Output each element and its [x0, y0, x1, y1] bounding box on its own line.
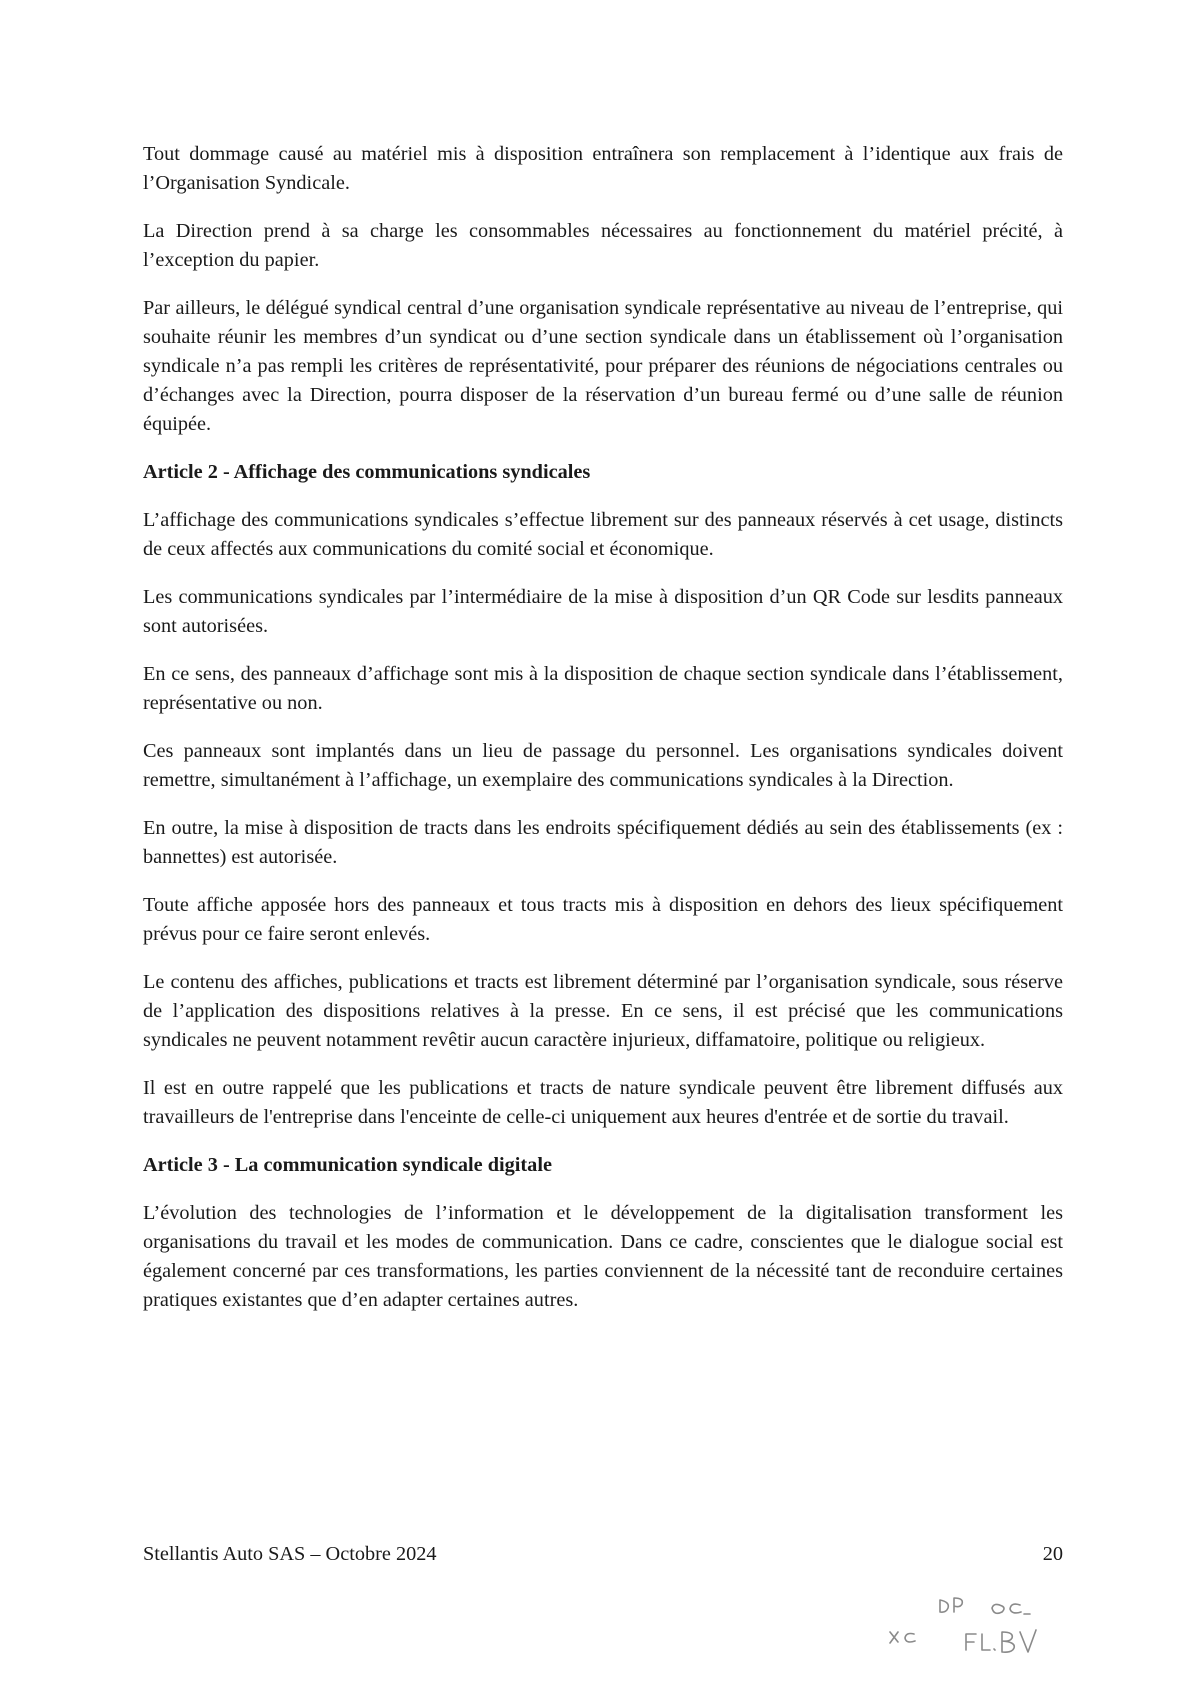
page-number: 20	[1042, 1543, 1063, 1565]
paragraph: En outre, la mise à disposition de tracts dans les endroits spécifiquement dédiés au sein des établissements (ex : bannettes) est autorisée.	[143, 817, 1063, 868]
paragraph: Toute affiche apposée hors des panneaux et tous tracts mis à disposition en dehors des lieux spécifiquement prévus pour ce faire seront enlevés.	[143, 894, 1063, 945]
footer-company-date: Stellantis Auto SAS – Octobre 2024	[143, 1543, 437, 1565]
document-body	[143, 140, 1063, 1334]
paragraph: Les communications syndicales par l’intermédiaire de la mise à disposition d’un QR Code sur lesdits panneaux sont autorisées.	[143, 586, 1063, 637]
paragraph: Par ailleurs, le délégué syndical central d’une organisation syndicale représentative au niveau de l’entreprise, qui souhaite réunir les membres d’un syndicat ou d’une section syndicale dans un établissement où l’organisation syndicale n’a pas rempli les critères de représentativité, pour préparer des réunions de négociations centrales ou d’échanges avec la Direction, pourra disposer de la réservation d’un bureau fermé ou d’une salle de réunion équipée.	[143, 297, 1063, 435]
paragraph: L’affichage des communications syndicales s’effectue librement sur des panneaux réservés à cet usage, distincts de ceux affectés aux communications du comité social et économique.	[143, 509, 1063, 560]
paragraph: La Direction prend à sa charge les consommables nécessaires au fonctionnement du matériel précité, à l’exception du papier.	[143, 220, 1063, 271]
article-3-heading: Article 3 - La communication syndicale digitale	[143, 1154, 552, 1176]
handwritten-initials-signature	[870, 1582, 1070, 1662]
page-footer	[143, 1540, 1063, 1569]
paragraph: Il est en outre rappelé que les publications et tracts de nature syndicale peuvent être librement diffusés aux travailleurs de l'entreprise dans l'enceinte de celle-ci uniquement aux heures d'entrée et de sortie du travail.	[143, 1077, 1063, 1128]
paragraph: En ce sens, des panneaux d’affichage sont mis à la disposition de chaque section syndicale dans l’établissement, représentative ou non.	[143, 663, 1063, 714]
paragraph: Ces panneaux sont implantés dans un lieu de passage du personnel. Les organisations syndicales doivent remettre, simultanément à l’affichage, un exemplaire des communications syndicales à la Direction.	[143, 740, 1063, 791]
paragraph: Le contenu des affiches, publications et tracts est librement déterminé par l’organisation syndicale, sous réserve de l’application des dispositions relatives à la presse. En ce sens, il est précisé que les communications syndicales ne peuvent notamment revêtir aucun caractère injurieux, diffamatoire, politique ou religieux.	[143, 971, 1063, 1051]
article-2-heading: Article 2 - Affichage des communications syndicales	[143, 461, 591, 483]
initials-drawing	[870, 1582, 1070, 1662]
paragraph: L’évolution des technologies de l’information et le développement de la digitalisation transforment les organisations du travail et les modes de communication. Dans ce cadre, conscientes que le dialogue social est également concerné par ces transformations, les parties conviennent de la nécessité tant de reconduire certaines pratiques existantes que d’en adapter certaines autres.	[143, 1202, 1063, 1311]
paragraph: Tout dommage causé au matériel mis à disposition entraînera son remplacement à l’identique aux frais de l’Organisation Syndicale.	[143, 143, 1063, 194]
